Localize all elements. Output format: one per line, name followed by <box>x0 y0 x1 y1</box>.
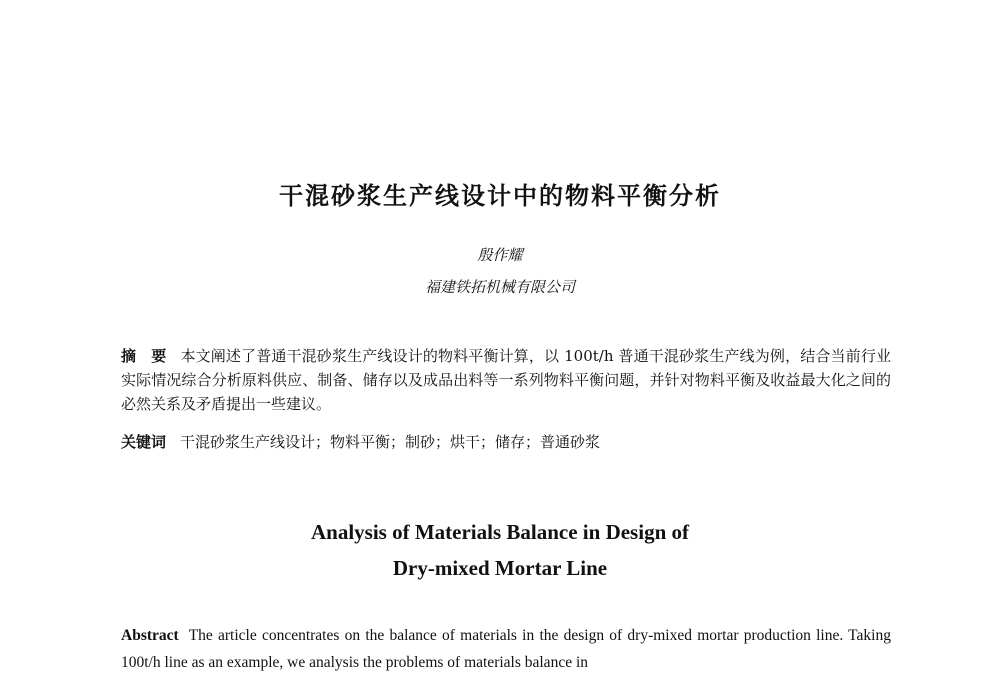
author-affiliation: 福建铁拓机械有限公司 <box>424 278 575 296</box>
author-name: 殷作耀 <box>477 246 523 264</box>
abstract-english-label: Abstract <box>121 627 179 644</box>
paper-title-english-line1: Analysis of Materials Balance in Design of <box>311 520 689 544</box>
abstract-chinese <box>121 344 891 416</box>
abstract-chinese-label: 摘 要 <box>121 347 167 365</box>
abstract-chinese-text: 本文阐述了普通干混砂浆生产线设计的物料平衡计算，以 100t/h 普通干混砂浆生产线为例，结合当前行业实际情况综合分析原料供应、制备、储存以及成品出料等一系列物料平衡问题，并针对物料平衡及收益最大化之间的必然关系及矛盾提出一些建议。 <box>121 347 891 413</box>
abstract-english <box>121 622 891 676</box>
paper-title-english <box>0 514 1000 586</box>
keywords-chinese <box>121 430 891 454</box>
keywords-chinese-label: 关键词 <box>121 433 167 451</box>
paper-title-english-line2: Dry-mixed Mortar Line <box>392 556 608 580</box>
keywords-chinese-text: 干混砂浆生产线设计；物料平衡；制砂；烘干；储存；普通砂浆 <box>180 433 601 451</box>
abstract-english-text: The article concentrates on the balance of materials in the design of dry-mixed mortar production line. Taking 100t/h line as an example, we analysis the problems of materials balance in <box>121 627 891 671</box>
paper-title-chinese: 干混砂浆生产线设计中的物料平衡分析 <box>279 182 721 210</box>
